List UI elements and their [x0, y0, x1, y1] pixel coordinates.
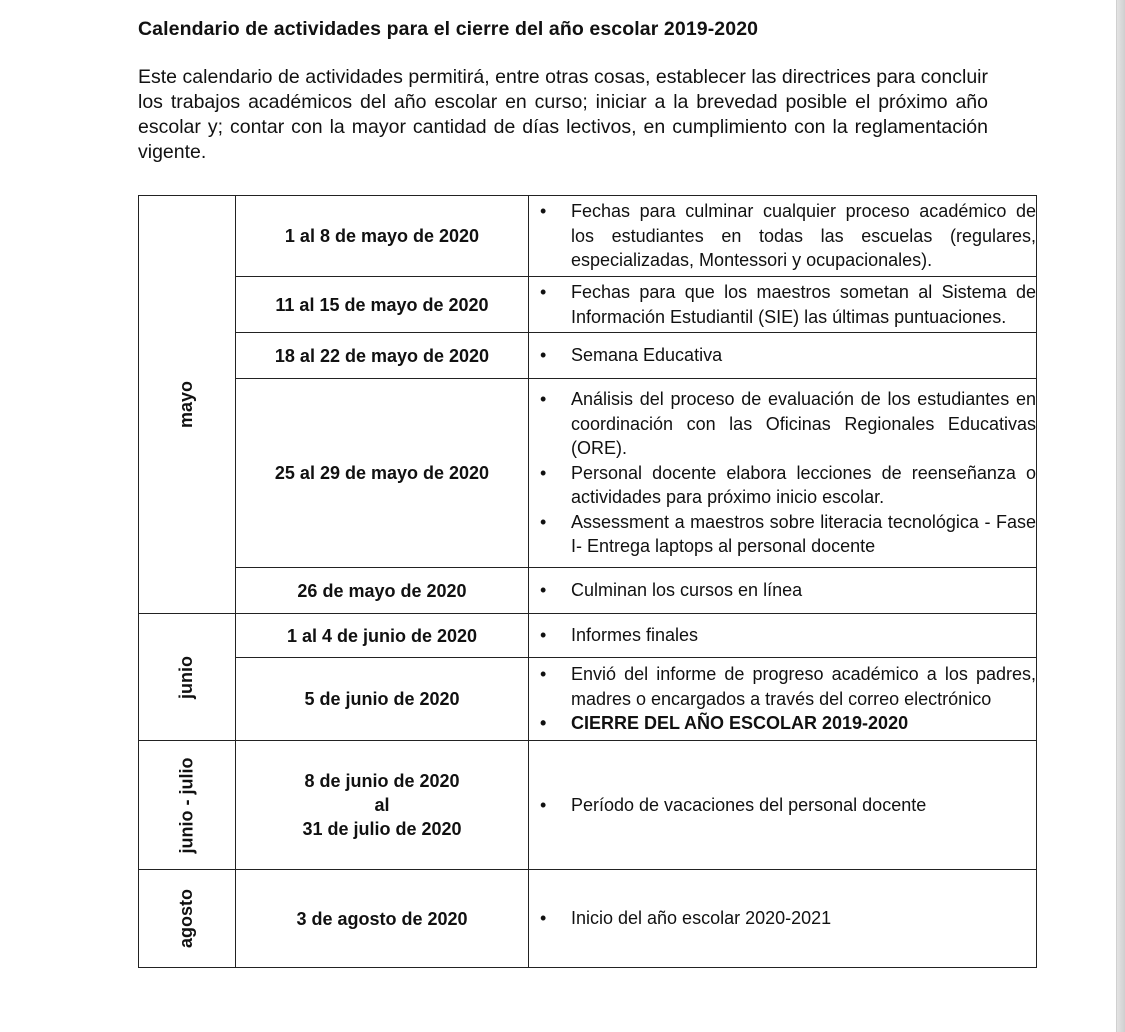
intro-paragraph: Este calendario de actividades permitirá, entre otras cosas, establecer las directrices para concluir los trabajos académicos del año escolar en curso; iniciar a la brevedad posible el próximo año escolar y; contar con la mayor cantidad de días lectivos, en cumplimiento con la reglamentación vigente.: [138, 66, 988, 163]
document-title: Calendario de actividades para el cierre del año escolar 2019-2020: [138, 18, 759, 40]
table-row: [139, 658, 1037, 741]
date-cell: [235, 568, 528, 614]
table-row: [139, 870, 1037, 968]
month-label: mayo: [176, 380, 197, 429]
month-cell-agosto: [139, 870, 236, 968]
date-text: 3 de agosto de 2020: [296, 908, 468, 929]
date-text: 1 al 8 de mayo de 2020: [284, 226, 480, 246]
month-cell-mayo: [139, 196, 236, 614]
bullet-item: • Informes finales: [529, 623, 1036, 648]
date-cell: [235, 870, 528, 968]
date-text: 18 al 22 de mayo de 2020: [274, 345, 490, 366]
bullet-item: • Inicio del año escolar 2020-2021: [529, 906, 1036, 931]
date-text: al: [374, 795, 390, 815]
description-cell: [528, 333, 1036, 379]
table-row: [139, 568, 1037, 614]
description-cell: [528, 614, 1036, 658]
table-row: [139, 196, 1037, 277]
bullet-item: • Assessment a maestros sobre literacia tecnológica - Fase I- Entrega laptops al personal docente: [529, 510, 1036, 559]
month-cell-junio-julio: [139, 741, 236, 870]
description-cell: [528, 658, 1036, 741]
description-cell: [528, 379, 1036, 568]
table-row: [139, 379, 1037, 568]
table-row: [139, 741, 1037, 870]
bullet-item: • Período de vacaciones del personal docente: [529, 793, 1036, 818]
month-label: agosto: [176, 888, 197, 949]
bullet-item: • Culminan los cursos en línea: [529, 578, 1036, 603]
month-cell-junio: [139, 614, 236, 741]
date-cell: [235, 741, 528, 870]
month-label: junio: [176, 655, 197, 699]
date-text: 11 al 15 de mayo de 2020: [275, 294, 489, 315]
bullet-item: • Fechas para que los maestros sometan al Sistema de Información Estudiantil (SIE) las últimas puntuaciones.: [529, 280, 1036, 329]
table-row: [139, 614, 1037, 658]
description-cell: [528, 741, 1036, 870]
date-text: 5 de junio de 2020: [304, 689, 460, 709]
date-cell: [235, 333, 528, 379]
bullet-item: • Fechas para culminar cualquier proceso académico de los estudiantes en todas las escuelas (regulares, especializadas, Montessori y ocupacionales).: [529, 199, 1036, 273]
description-cell: [528, 870, 1036, 968]
date-cell: [235, 614, 528, 658]
date-cell: [235, 196, 528, 277]
document: [138, 18, 1038, 165]
date-cell: [235, 379, 528, 568]
bullet-item: • Análisis del proceso de evaluación de los estudiantes en coordinación con las Oficinas Regionales Educativas (ORE).: [529, 387, 1036, 461]
table-row: [139, 333, 1037, 379]
bullet-item: • Personal docente elabora lecciones de reenseñanza o actividades para próximo inicio escolar.: [529, 461, 1036, 510]
bullet-item-bold: • CIERRE DEL AÑO ESCOLAR 2019-2020: [529, 711, 1036, 736]
page-edge-shadow: [1116, 0, 1125, 1032]
date-text: 31 de julio de 2020: [302, 819, 462, 839]
bullet-item: • Semana Educativa: [529, 343, 1036, 368]
date-cell: [235, 658, 528, 741]
description-cell: [528, 277, 1036, 333]
calendar-table: [138, 195, 1037, 968]
date-text: 8 de junio de 2020: [304, 771, 460, 791]
date-text: 25 al 29 de mayo de 2020: [274, 463, 490, 483]
table-row: [139, 277, 1037, 333]
description-cell: [528, 196, 1036, 277]
date-text: 26 de mayo de 2020: [297, 580, 467, 601]
description-cell: [528, 568, 1036, 614]
date-cell: [235, 277, 528, 333]
bullet-item: • Envió del informe de progreso académico a los padres, madres o encargados a través del correo electrónico: [529, 662, 1036, 711]
date-text: 1 al 4 de junio de 2020: [286, 625, 478, 646]
month-label: junio - julio: [176, 757, 197, 853]
